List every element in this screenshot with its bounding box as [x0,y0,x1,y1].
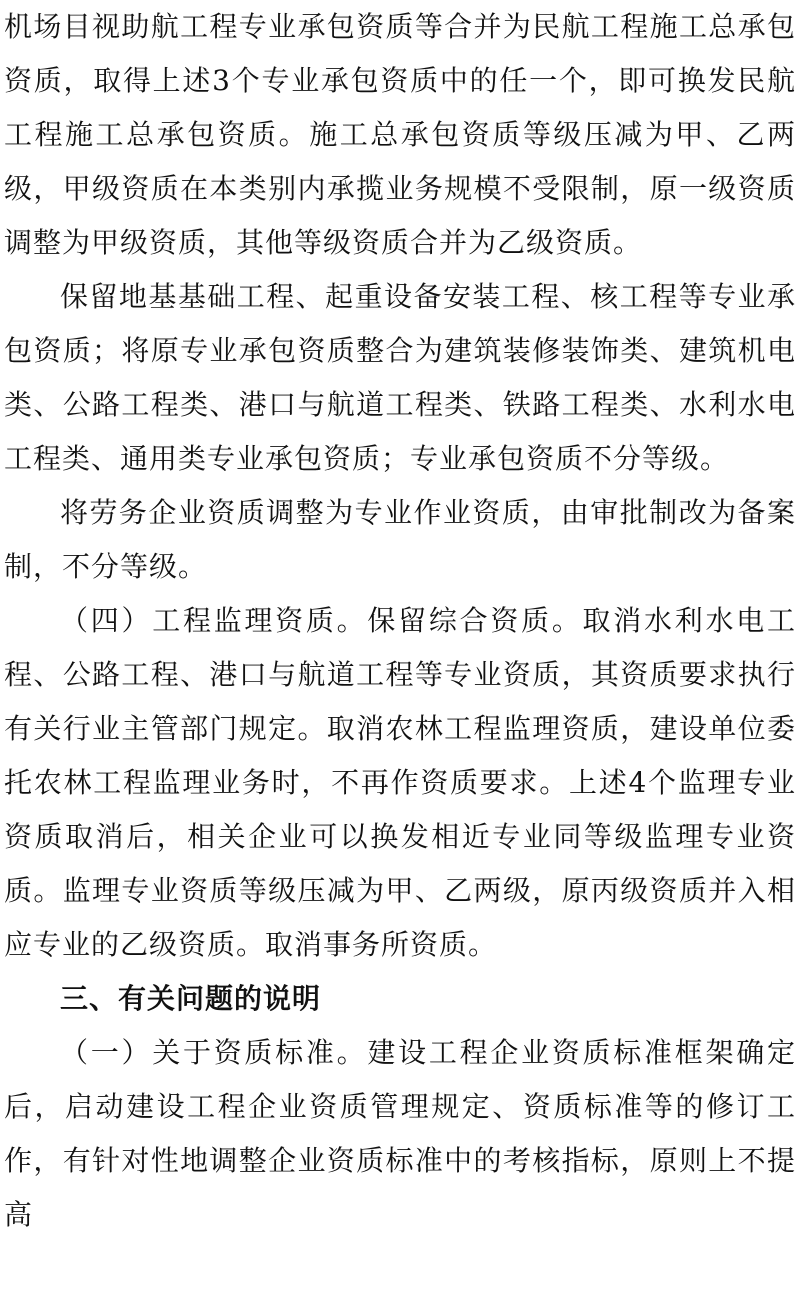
document-page [4,0,796,1242]
paragraph-labor-qualification: 将劳务企业资质调整为专业作业资质，由审批制改为备案制，不分等级。 [4,496,796,583]
paragraph-supervision-qualification: （四）工程监理资质。保留综合资质。取消水利水电工程、公路工程、港口与航道工程等专业资质，其资质要求执行有关行业主管部门规定。取消农林工程监理资质，建设单位委托农林工程监理业务时，不再作资质要求。上述4个监理专业资质取消后，相关企业可以换发相近专业同等级监理专业资质。监理专业资质等级压减为甲、乙两级，原丙级资质并入相应专业的乙级资质。取消事务所资质。 [4,604,796,961]
paragraph-civil-aviation: 机场目视助航工程专业承包资质等合并为民航工程施工总承包资质，取得上述3个专业承包资质中的任一个，即可换发民航工程施工总承包资质。施工总承包资质等级压减为甲、乙两级，甲级资质在本类别内承揽业务规模不受限制，原一级资质调整为甲级资质，其他等级资质合并为乙级资质。 [4,10,796,259]
paragraph-qualification-standards: （一）关于资质标准。建设工程企业资质标准框架确定后，启动建设工程企业资质管理规定、资质标准等的修订工作，有针对性地调整企业资质标准中的考核指标，原则上不提高 [4,1036,796,1231]
paragraph-specialty-contracting: 保留地基基础工程、起重设备安装工程、核工程等专业承包资质；将原专业承包资质整合为建筑装修装饰类、建筑机电类、公路工程类、港口与航道工程类、铁路工程类、水利水电工程类、通用类专业承包资质；专业承包资质不分等级。 [4,280,796,475]
section-heading: 三、有关问题的说明 [60,982,322,1015]
